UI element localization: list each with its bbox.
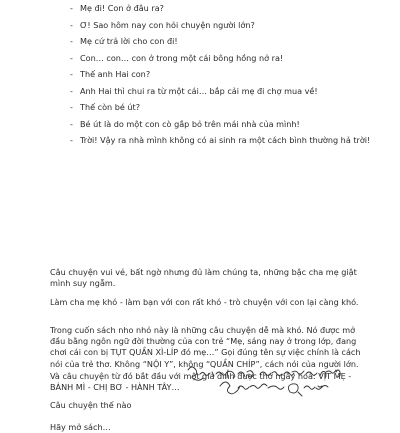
dialogue-line (70, 132, 390, 149)
dialogue-line (70, 116, 390, 133)
dialogue-dash: - (70, 69, 73, 79)
dialogue-line (70, 50, 390, 67)
paragraph-book-description: Trong cuốn sách nho nhỏ này là những câu chuyện dễ mà khó. Nó được mở đầu bằng ngôn ngữ đời thường của con trẻ “Mẹ, sáng nay ở trong lớp, đang chơi cái con bị TỤT QUẦN XÌ-LÍP đó mẹ…” Gọi đúng tên sự việc chính là cách nói của trẻ thơ. Không “NỘI Y”, không “QUẦN CHÍP”, cách nói của người lớn. (50, 325, 361, 369)
dialogue-dash: - (70, 3, 73, 13)
dialogue-dash: - (70, 36, 73, 46)
dialogue-text: Bé út là do một con cò gắp bỏ trên mái nhà của mình! (80, 118, 300, 129)
dialogue-line (70, 99, 390, 116)
dialogue-text: Mẹ đi! Con ở đâu ra? (80, 3, 164, 13)
dialogue-dash: - (70, 118, 73, 129)
dialogue-dash: - (70, 19, 73, 30)
dialogue-line (70, 33, 390, 50)
dialogue-dash: - (70, 102, 73, 112)
paragraph-intro: Câu chuyện vui vẻ, bất ngờ nhưng đủ làm chúng ta, những bậc cha mẹ giật mình suy ngẫm. (50, 267, 357, 289)
dialogue-text: Thế còn bé út? (80, 102, 141, 112)
handwritten-signature (180, 350, 380, 400)
dialogue-text: Anh Hai thì chui ra từ một cái… bắp cải mẹ đi chợ mua về! (80, 85, 318, 96)
dialogue-dash: - (70, 52, 73, 63)
dialogue-text: Thế anh Hai con? (80, 69, 151, 79)
dialogue-dash: - (70, 85, 73, 96)
dialogue-text: Mẹ cứ trả lời cho con đi! (80, 36, 178, 46)
dialogue-list (70, 0, 390, 149)
dialogue-line (70, 17, 390, 34)
dialogue-text: Trời! Vậy ra nhà mình không có ai sinh ra một cách bình thường hả trời! (80, 135, 371, 145)
paragraph-family: Và câu chuyện từ đó bắt đầu với một gia đình được thơ ngây hoá: VỊT MẸ - BÁNH MÌ - CHỊ BƠ - HÀNH TÂY… (50, 371, 352, 393)
paragraph-question: Câu chuyện thế nào (50, 400, 132, 410)
paragraph-parenting: Làm cha mẹ khó - làm bạn với con rất khó - trò chuyện với con lại càng khó. (50, 297, 359, 307)
dialogue-line (70, 83, 390, 100)
paragraph-open-book: Hãy mở sách… (50, 422, 111, 432)
dialogue-text: Con… con… con ở trong một cái bông hồng nở ra! (80, 52, 284, 63)
dialogue-text: Ơ! Sao hôm nay con hỏi chuyện người lớn? (80, 19, 255, 30)
dialogue-line (70, 66, 390, 83)
dialogue-dash: - (70, 135, 73, 145)
dialogue-line (70, 0, 390, 17)
